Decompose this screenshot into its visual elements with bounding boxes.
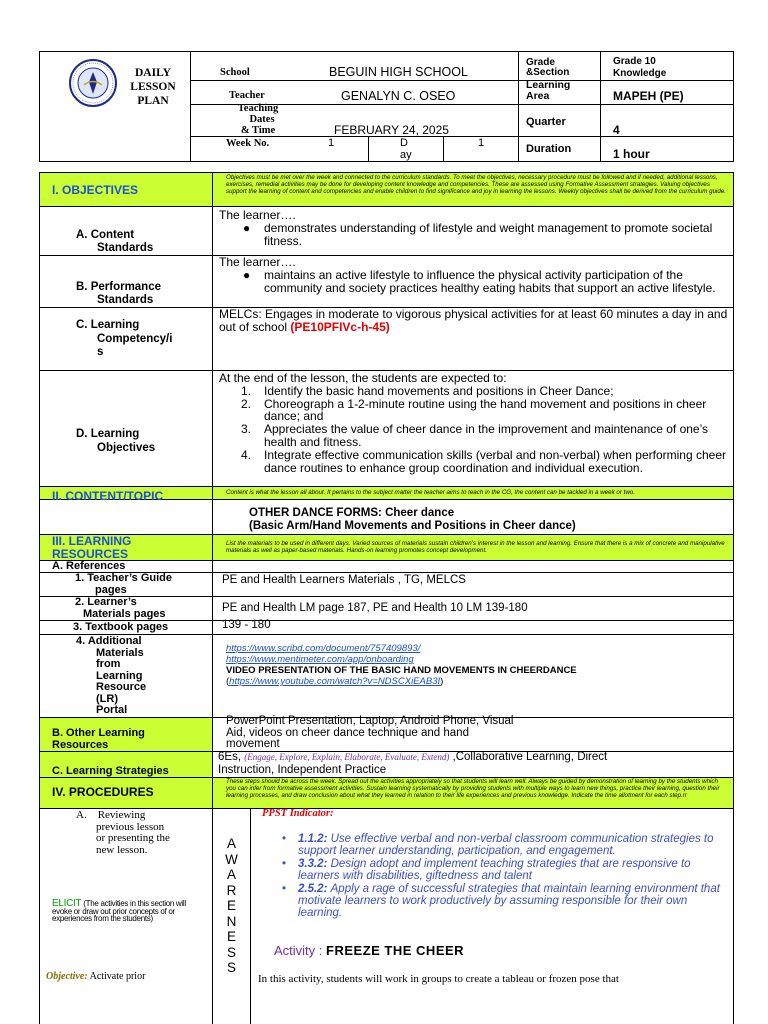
dates-value: FEBRUARY 24, 2025 (334, 123, 449, 137)
content-standards-text: The learner…. ● demonstrates understanding of lifestyle and weight management to promote societal fitness. (219, 208, 713, 248)
learning-objectives-text: At the end of the lesson, the students are expected to: 1. Identify the basic hand movements and positions in Cheer Dance; 2. Choreograph a 1-2-minute routine using the hand movement and positions in cheer dance; and 3. Appreciates the value of cheer dance in the improvement and maintenance of one’s health and fitness. 4. Integrate effective communication skills (verbal and non-verbal) when performing cheer dance routines to enhance group coordination and individual execution. (219, 371, 727, 475)
strategies-value: 6Es, (Engage, Explore, Explain, Elaborate, Evaluate, Extend) ,Collaborative Learning, Direct Instruction, Independent Practice (218, 751, 608, 776)
objective-item-1: Identify the basic hand movements and positions in Cheer Dance; (264, 383, 614, 398)
additional-materials-links: https://www.scribd.com/document/757409893/ https://www.mentimeter.com/app/onboarding VIDEO PRESENTATION OF THE BASIC HAND MOVEMENTS IN CHEERDANCE (https://www.youtube.com/watch?v=NDSCXiEAB3I) (226, 643, 577, 687)
objective-item-3: Appreciates the value of cheer dance in the improvement and maintenance of one’s health and fitness. (264, 422, 709, 449)
plan-title: DAILY LESSON PLAN (130, 67, 176, 107)
textbook-value: 139 - 180 (222, 619, 271, 631)
procedures-note: These steps should be across the week. Spread out the activities appropriately so that students will learn well. Always be guided by demonstration of learning by the students which you can infer from formative assessment activities. Sustain learning systematically by providing students with multiple ways to learn new things, practice their learning, question their learning processes, and draw conclusion about what they learned in relation to their life experiences and previous knowledge. Indicate the time allotment for each step.rr (226, 778, 720, 799)
objective-item-2: Choreograph a 1-2-minute routine using the hand movement and positions in cheer dance; and (264, 396, 707, 424)
youtube-link[interactable]: https://www.youtube.com/watch?v=NDSCXiEAB3I (229, 676, 441, 687)
performance-standards-label: B. Performance Standards (76, 281, 162, 306)
grade-value: Grade 10 Knowledge (613, 56, 667, 79)
quarter-value: 4 (613, 123, 620, 137)
mentimeter-link[interactable]: https://www.mentimeter.com/app/onboarding (226, 654, 414, 665)
objectives-note: Objectives must be met over the week and connected to the curriculum standards. To meet the objectives, necessary procedure must be followed and if needed, additional lessons, exercises, remedial activities may be done for developing content knowledge and competencies. These are assessed using Formative Assessment strategies. Valuing objectives support the learning of content and competencies and enable children to find significance and joy in learning the lessons. Weekly objectives shall be derived from the curriculum guide. (226, 174, 726, 195)
teacher-value: GENALYN C. OSEO (341, 89, 456, 103)
ppst-item-2: • 3.3.2: Design adopt and implement teaching strategies that are responsive to learners with disabilities, giftedness and talent (282, 858, 691, 882)
school-label: School (220, 67, 250, 78)
area-label: Learning Area (526, 79, 571, 102)
dates-label: Teaching Dates & Time (237, 103, 279, 136)
content-standards-label: A. Content Standards (76, 229, 154, 254)
learners-materials-value: PE and Health LM page 187, PE and Health 10 LM 139-180 (222, 602, 528, 614)
learners-materials-label: 2. Learner’s Materials pages (75, 596, 166, 620)
week-value: 1 (328, 137, 335, 149)
content-title-1: OTHER DANCE FORMS: Cheer dance (249, 507, 455, 519)
duration-label: Duration (526, 143, 572, 155)
other-resources-value: PowerPoint Presentation, Laptop, Android Phone, Visual Aid, videos on cheer dance technique and hand movement (226, 715, 514, 750)
video-title: VIDEO PRESENTATION OF THE BASIC HAND MOVEMENTS IN CHEERDANCE (226, 665, 577, 676)
performance-standards-text: The learner…. ● maintains an active lifestyle to influence the physical activity participation of the community and society practices healthy eating habits that support an active lifestyle. (219, 255, 716, 295)
objective-item-4: Integrate effective communication skills (verbal and non-verbal) when performing cheer dance routines to enhance group coordination and individual execution. (264, 447, 727, 475)
teachers-guide-label: 1. Teacher’s Guide pages (75, 572, 173, 596)
teachers-guide-value: PE and Health Learners Materials , TG, MELCS (222, 574, 466, 586)
quarter-label: Quarter (526, 116, 566, 128)
scribd-link[interactable]: https://www.scribd.com/document/757409893/ (226, 643, 421, 654)
learning-objectives-label: D. Learning Objectives (76, 428, 156, 454)
procedures-heading: IV. PROCEDURES (52, 785, 154, 799)
additional-materials-label: 4. Additional Materials from Learning Resource (LR) Portal (76, 635, 147, 716)
competency-code: (PE10PFIVc-h-45) (290, 320, 390, 334)
other-resources-label: B. Other Learning Resources (52, 727, 145, 751)
day-value: 1 (478, 137, 485, 149)
awareness-vertical-label: A W A R E N E S S (225, 836, 238, 975)
competency-text: MELCs: Engages in moderate to vigorous physical activities for at least 60 minutes a day in and out of school (PE10PFIVc-h-45) (219, 307, 728, 334)
teacher-label: Teacher (229, 90, 265, 101)
content-note: Content is what the lesson all about. It pertains to the subject matter the teacher aims to teach in the CG, the content can be tackled in a week or two. (226, 489, 635, 496)
activity-text: In this activity, students will work in groups to create a tableau or frozen pose that (258, 973, 619, 985)
activity-title: Activity : FREEZE THE CHEER (274, 943, 465, 958)
duration-value: 1 hour (613, 147, 650, 161)
week-label: Week No. (226, 138, 270, 149)
elicit-note: ELICIT (The activities in this section will evoke or draw out prior concepts of or experiences from the students) (52, 898, 186, 923)
textbook-label: 3. Textbook pages (73, 621, 169, 633)
ppst-item-1: • 1.1.2: Use effective verbal and non-verbal classroom communication strategies to support learner understanding, participation, and engagement. (282, 833, 714, 857)
strategies-label: C. Learning Strategies (52, 765, 169, 777)
content-title-2: (Basic Arm/Hand Movements and Positions in Cheer dance) (249, 520, 576, 532)
resources-note: List the materials to be used in different days. Varied sources of materials sustain children’s interest in the lesson and learning. Ensure that there is a mix of concrete and manipulative materials as well as paper-based materials. Hands-on learning promotes concept development. (226, 540, 725, 554)
objective-line: Objective: Activate prior (46, 971, 146, 982)
competency-label: C. Learning Competency/i s (76, 319, 173, 358)
review-label: A. Reviewing previous lesson or presenting the new lesson. (76, 809, 170, 856)
references-label: A. References (52, 560, 126, 572)
resources-heading: III. LEARNING RESOURCES (52, 534, 132, 561)
deped-seal-logo (62, 58, 124, 108)
area-value: MAPEH (PE) (613, 89, 684, 103)
objectives-heading: I. OBJECTIVES (52, 183, 139, 197)
ppst-indicators (282, 833, 722, 919)
day-label: D ay (400, 137, 412, 161)
school-value: BEGUIN HIGH SCHOOL (329, 65, 468, 79)
elicit-word: ELICIT (52, 898, 82, 909)
content-heading: II. CONTENT/TOPIC (52, 489, 164, 503)
ppst-label: PPST Indicator: (262, 808, 334, 819)
ppst-item-3: • 2.5.2: Apply a rage of successful strategies that maintain learning environment that motivate learners to work productively by assuming responsible for their own learning. (282, 883, 720, 919)
grade-label: Grade &Section (526, 57, 570, 78)
